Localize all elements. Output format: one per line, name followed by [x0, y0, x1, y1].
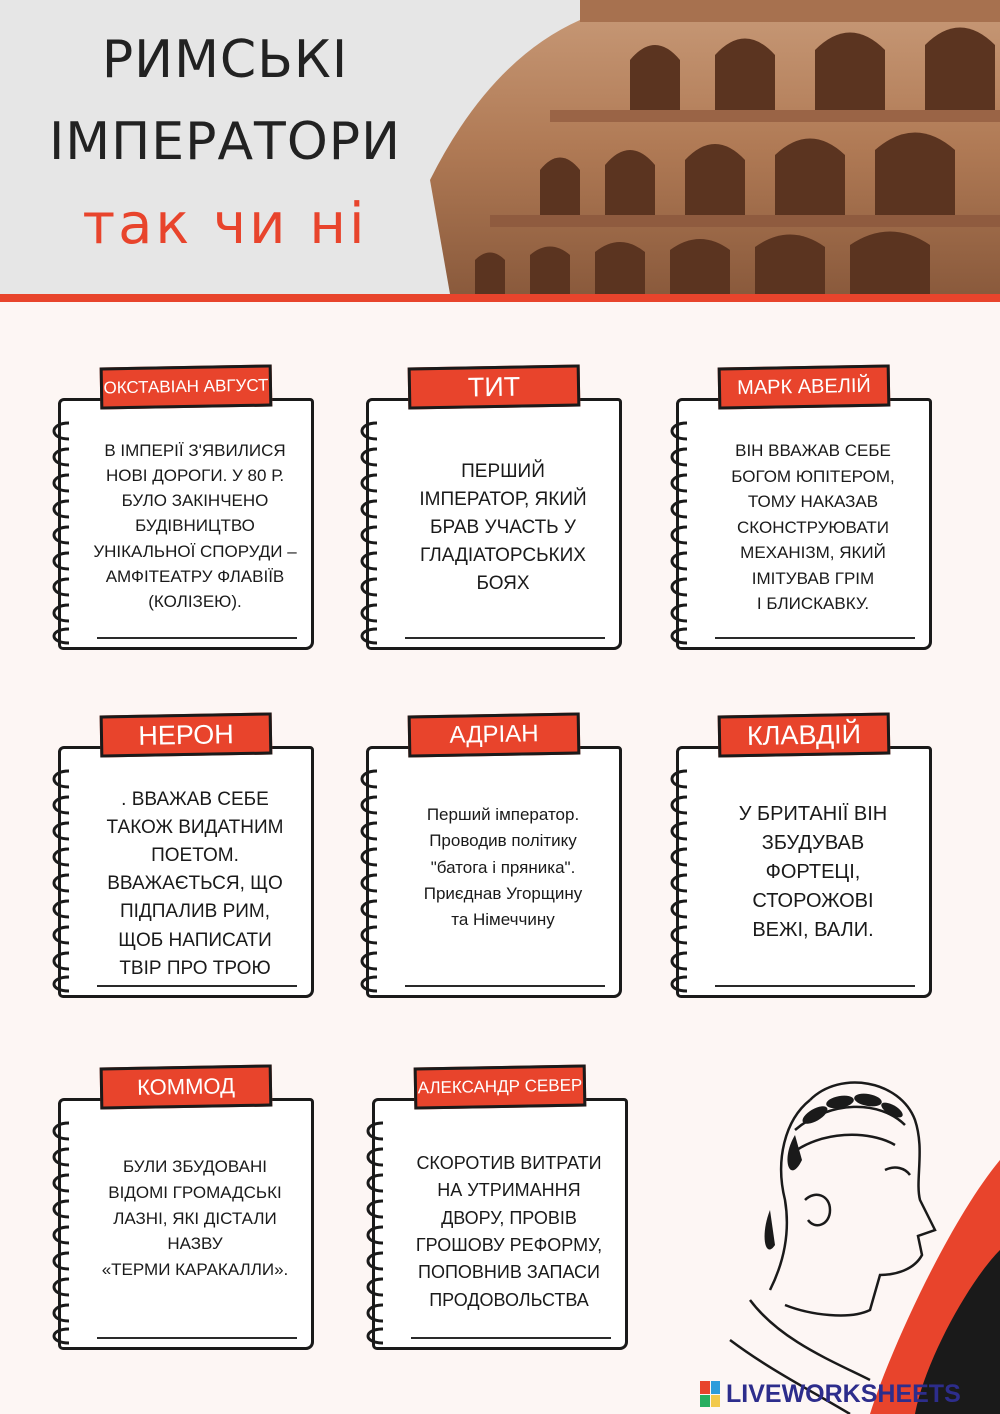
- emperor-name-label: АДРІАН: [408, 713, 581, 758]
- spiral-binding-icon: [43, 415, 83, 645]
- emperor-card: [364, 1066, 634, 1358]
- spiral-binding-icon: [661, 763, 701, 993]
- emperor-name-label: НЕРОН: [100, 713, 273, 758]
- divider: [715, 637, 915, 639]
- emperor-fact-text: ПЕРШИЙ ІМПЕРАТОР, ЯКИЙ БРАВ УЧАСТЬ У ГЛАДІАТОРСЬКИХ БОЯХ: [419, 461, 587, 595]
- emperor-name-label: КЛАВДІЙ: [718, 713, 891, 758]
- colosseum-image: [430, 0, 1000, 294]
- emperor-name-label: ТИТ: [408, 365, 581, 410]
- divider: [715, 985, 915, 987]
- page-subtitle: так чи ні: [82, 192, 368, 257]
- spiral-binding-icon: [661, 415, 701, 645]
- emperor-card: [358, 714, 628, 1006]
- emperor-name-label: МАРК АВЕЛІЙ: [718, 365, 891, 410]
- emperor-fact-text: . ВВАЖАВ СЕБЕ ТАКОЖ ВИДАТНИМ ПОЕТОМ. ВВАЖАЄТЬСЯ, ЩО ПІДПАЛИВ РИМ, ЩОБ НАПИСАТИ ТВІР ПРО ТРОЮ: [106, 789, 284, 979]
- emperor-bust-image: [690, 1060, 1000, 1414]
- spiral-binding-icon: [43, 763, 83, 993]
- emperor-card: [358, 366, 628, 658]
- emperor-fact-text: СКОРОТИВ ВИТРАТИ НА УТРИМАННЯ ДВОРУ, ПРОВІВ ГРОШОВУ РЕФОРМУ, ПОПОВНИВ ЗАПАСИ ПРОДОВОЛЬСТВА: [415, 1153, 603, 1310]
- spiral-binding-icon: [43, 1115, 83, 1345]
- page-title-line2: ІМПЕРАТОРИ: [48, 112, 402, 172]
- emperor-name-label: АЛЕКСАНДР СЕВЕР: [414, 1065, 587, 1110]
- header-divider: [0, 294, 1000, 302]
- spiral-binding-icon: [351, 415, 391, 645]
- spiral-binding-icon: [357, 1115, 397, 1345]
- emperor-fact-text: Перший імператор. Проводив політику "батога і пряника". Приєднав Угорщину та Німеччину: [423, 805, 583, 930]
- emperor-fact-text: ВІН ВВАЖАВ СЕБЕ БОГОМ ЮПІТЕРОМ, ТОМУ НАКАЗАВ СКОНСТРУЮВАТИ МЕХАНІЗМ, ЯКИЙ ІМІТУВАВ ГРІМ І БЛИСКАВКУ.: [731, 441, 895, 613]
- divider: [97, 985, 297, 987]
- emperor-card: [668, 366, 938, 658]
- emperor-fact-text: БУЛИ ЗБУДОВАНІ ВІДОМІ ГРОМАДСЬКІ ЛАЗНІ, ЯКІ ДІСТАЛИ НАЗВУ «ТЕРМИ КАРАКАЛЛИ».: [101, 1157, 289, 1280]
- emperor-fact-text: У БРИТАНІЇ ВІН ЗБУДУВАВ ФОРТЕЦІ, СТОРОЖОВІ ВЕЖІ, ВАЛИ.: [738, 803, 888, 941]
- divider: [97, 1337, 297, 1339]
- logo-mark-icon: [700, 1381, 720, 1407]
- page-title-line1: РИМСЬКІ: [101, 30, 349, 90]
- divider: [411, 1337, 611, 1339]
- emperor-card: [50, 714, 320, 1006]
- emperor-card: [50, 366, 320, 658]
- emperor-name-label: ОКСТАВІАН АВГУСТ: [100, 365, 273, 410]
- liveworksheets-logo: [700, 1378, 961, 1410]
- emperor-fact-text: В ІМПЕРІЇ З'ЯВИЛИСЯ НОВІ ДОРОГИ. У 80 Р. БУЛО ЗАКІНЧЕНО БУДІВНИЦТВО УНІКАЛЬНОЇ СПОРУДИ – АМФІТЕАТРУ ФЛАВІЇВ (КОЛІЗЕЮ).: [93, 441, 297, 611]
- logo-text: LIVEWORKSHEETS: [726, 1379, 961, 1408]
- emperor-card: [50, 1066, 320, 1358]
- divider: [405, 985, 605, 987]
- divider: [97, 637, 297, 639]
- spiral-binding-icon: [351, 763, 391, 993]
- divider: [405, 637, 605, 639]
- emperor-card: [668, 714, 938, 1006]
- emperor-name-label: КОММОД: [100, 1065, 273, 1110]
